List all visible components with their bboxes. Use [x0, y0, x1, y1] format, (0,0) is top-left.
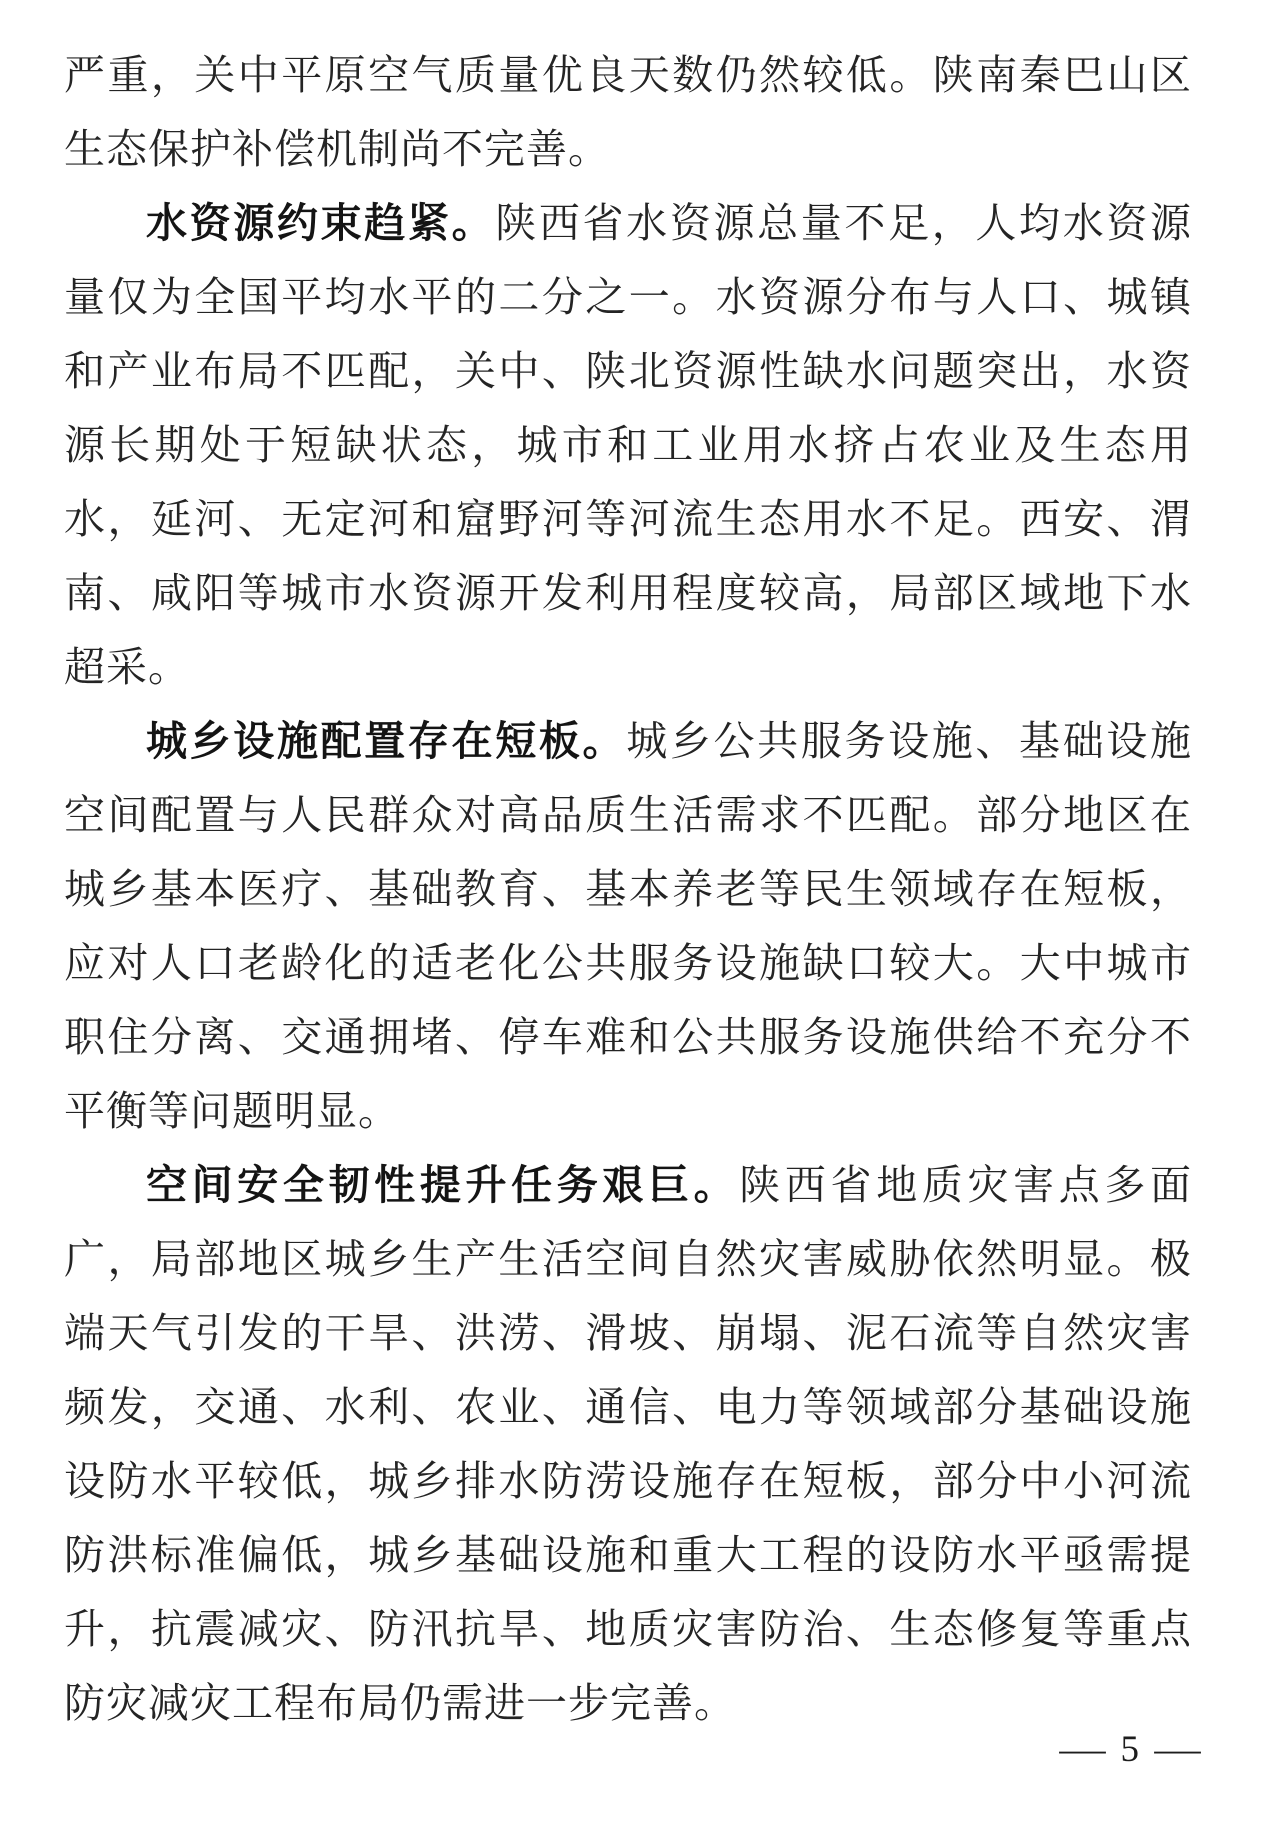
paragraph-text: 城乡公共服务设施、基础设施空间配置与人民群众对高品质生活需求不匹配。部分地区在城乡基本医疗、基础教育、基本养老等民生领域存在短板，应对人口老龄化的适老化公共服务设施缺口较大。大中城市职住分离、交通拥堵、停车难和公共服务设施供给不充分不平衡等问题明显。 [64, 718, 1193, 1134]
page-number [1058, 1726, 1201, 1774]
paragraph-lead: 空间安全韧性提升任务艰巨。 [146, 1162, 740, 1208]
paragraph-text: 陕西省地质灾害点多面广，局部地区城乡生产生活空间自然灾害威胁依然明显。极端天气引发的干旱、洪涝、滑坡、崩塌、泥石流等自然灾害频发，交通、水利、农业、通信、电力等领域部分基础设施设防水平较低，城乡排水防涝设施存在短板，部分中小河流防洪标准偏低，城乡基础设施和重大工程的设防水平亟需提升，抗震减灾、防汛抗旱、地质灾害防治、生态修复等重点防灾减灾工程布局仍需进一步完善。 [64, 1162, 1193, 1726]
paragraph-text: 严重，关中平原空气质量优良天数仍然较低。陕南秦巴山区生态保护补偿机制尚不完善。 [64, 52, 1192, 172]
paragraph-lead: 城乡设施配置存在短板。 [146, 718, 627, 764]
paragraph-water-resources [64, 186, 1192, 704]
page-number-right-dash: — [1154, 1729, 1201, 1770]
paragraph-spatial-safety [64, 1148, 1192, 1740]
paragraph-lead: 水资源约束趋紧。 [146, 200, 496, 246]
document-body [64, 38, 1192, 1740]
paragraph-text: 陕西省水资源总量不足，人均水资源量仅为全国平均水平的二分之一。水资源分布与人口、城镇和产业布局不匹配，关中、陕北资源性缺水问题突出，水资源长期处于短缺状态，城市和工业用水挤占农业及生态用水，延河、无定河和窟野河等河流生态用水不足。西安、渭南、咸阳等城市水资源开发利用程度较高，局部区域地下水超采。 [64, 200, 1192, 690]
page-number-left-dash: — [1058, 1729, 1106, 1770]
paragraph-continuation [64, 38, 1192, 186]
page-number-value: 5 [1120, 1729, 1139, 1770]
paragraph-urban-rural-facilities [64, 704, 1192, 1148]
